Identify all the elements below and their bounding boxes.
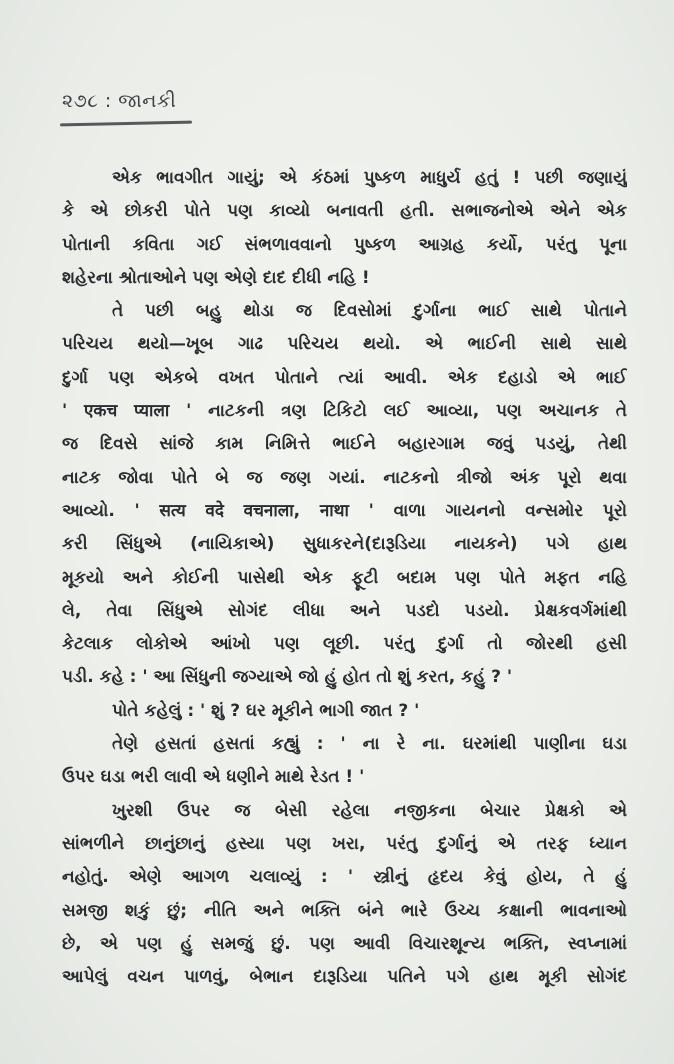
- text-line: સાંભળીને છાનુંછાનું હસ્યા પણ ખરા, પરંતુ દુર્ગાનું એ તરફ ધ્યાન: [62, 833, 627, 854]
- text-line: કે એ છોકરી પોતે પણ કાવ્યો બનાવતી હતી. સભાજનોએ એને એક: [62, 201, 627, 222]
- text-line: ' एकच प्याला ' નાટકની ત્રણ ટિકિટો લઈ આવ્યા, પણ અચાનક તે: [62, 401, 627, 422]
- text-line: કેટલાક લોકોએ આંખો પણ લૂછી. પરંતુ દુર્ગા તો જોરથી હસી: [62, 634, 627, 655]
- text-line: શહેરના શ્રોતાઓને પણ એણે દાદ દીધી નહિ !: [62, 267, 370, 288]
- text-line: સમજી શકું છું; નીતિ અને ભક્તિ બંને ભારે ઉચ્ચ કક્ષાની ભાવનાઓ: [62, 900, 627, 921]
- paragraph: [62, 728, 627, 795]
- text-line: નાટક જોવા પોતે બે જ જણ ગયાં. નાટકનો ત્રીજો અંક પૂરો થવા: [62, 467, 627, 488]
- header-underline: [60, 121, 192, 127]
- text-line: છે, એ પણ હું સમજું છું. પણ આવી વિચારશૂન્ય ભક્તિ, સ્વપ્નામાં: [62, 933, 627, 954]
- text-line: મૂકયો અને કોઈની પાસેથી એક ફૂટી બદામ પણ પોતે મફત નહિ: [62, 567, 627, 588]
- text-line: પડી. કહે : ' આ સિંધુની જગ્યાએ જો હું હોત તો શું કરત, કહું ? ': [62, 667, 513, 688]
- text-line: આવ્યો. ' सत्य वदे वचनाला, नाथा ' વાળા ગાયનનો વન્સમોર પૂરો: [62, 500, 627, 521]
- paragraph: [62, 295, 627, 695]
- paragraph: [62, 695, 627, 728]
- text-line: તે પછી બહુ થોડા જ દિવસોમાં દુર્ગાના ભાઈ સાથે પોતાને: [112, 301, 627, 322]
- text-line: ખુરશી ઉપર જ બેસી રહેલા નજીકના બેચાર પ્રેક્ષકો એ: [112, 800, 627, 821]
- text-line: ઉપર ઘડા ભરી લાવી એ ધણીને માથે રેડત ! ': [62, 767, 365, 788]
- paragraph: [62, 795, 627, 995]
- text-line: લે, તેવા સિંધુએ સોગંદ લીધા અને પડદો પડયો. પ્રેક્ષકવર્ગમાંથી: [62, 600, 627, 621]
- paragraph: [62, 162, 627, 295]
- text-line: નહોતું. એણે આગળ ચલાવ્યું : ' સ્ત્રીનું હૃદય કેવું હોય, તે હું: [62, 867, 627, 888]
- text-line: આપેલું વચન પાળવું, બેભાન દારૂડિયા પતિને પગે હાથ મૂકી સોગંદ: [62, 967, 627, 988]
- text-line: દુર્ગા પણ એકબે વખત પોતાને ત્યાં આવી. એક દહાડો એ ભાઈ: [62, 367, 627, 388]
- text-line: કરી સિંધુએ (નાયિકાએ) સુધાકરને(દારૂડિયા નાયકને) પગે હાથ: [62, 534, 627, 555]
- text-line: જ દિવસે સાંજે કામ નિમિત્તે ભાઈને બહારગામ જવું પડયું, તેથી: [62, 434, 627, 455]
- text-line: પરિચય થયો—ખૂબ ગાઢ પરિચય થયો. એ ભાઈની સાથે સાથે: [62, 334, 627, 355]
- text-line: એક ભાવગીત ગાયું; એ કંઠમાં પુષ્કળ માધુર્ય હતું ! પછી જણાયું: [112, 168, 627, 188]
- text-line: પોતે કહેલું : ' શું ? ઘર મૂકીને ભાગી જાત ? ': [112, 700, 420, 721]
- text-line: પોતાની કવિતા ગઈ સંભળાવવાનો પુષ્કળ આગ્રહ કર્યો, પરંતુ પૂના: [62, 234, 627, 255]
- running-head: ૨૭૮ : જાનકી: [62, 90, 177, 112]
- text-line: તેણે હસતાં હસતાં કહ્યું : ' ના રે ના. ઘરમાંથી પાણીના ઘડા: [112, 734, 627, 755]
- body-text: [62, 162, 627, 994]
